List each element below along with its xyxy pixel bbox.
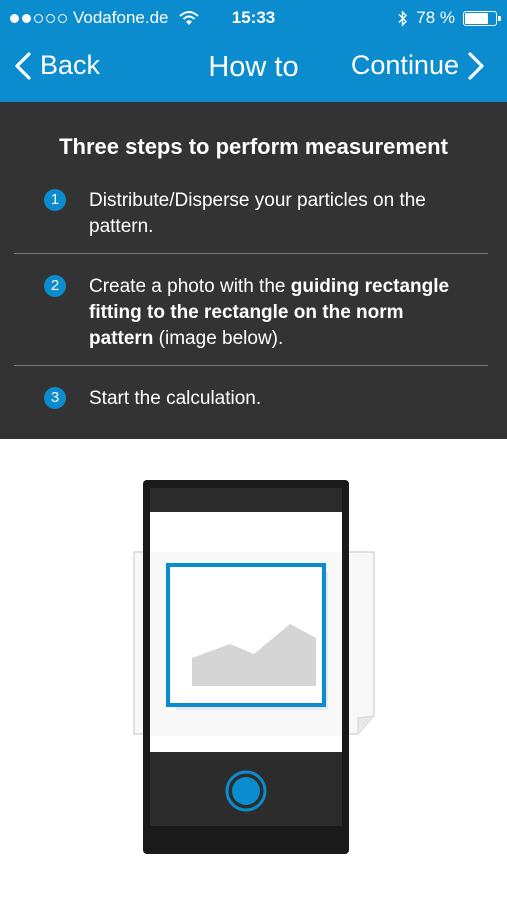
top-bar: [0, 0, 507, 102]
step-item: [44, 386, 469, 412]
battery-percentage: 78 %: [416, 8, 455, 27]
step-text-part: (image below).: [153, 328, 284, 349]
step-text: [89, 274, 469, 352]
carrier-name: Vodafone.de: [73, 8, 169, 27]
continue-button[interactable]: [351, 50, 485, 81]
step-text-emphasis: guiding rectangle fitting to the rectangle on the norm pattern: [89, 276, 450, 349]
back-label: Back: [40, 50, 101, 80]
instructions-panel: [0, 102, 507, 439]
step-item: [44, 274, 469, 352]
page-title: How to: [208, 51, 299, 83]
phone-top-bar: [150, 488, 342, 512]
instructions-heading: Three steps to perform measurement: [59, 134, 448, 159]
step-number-badge: 2: [44, 275, 66, 297]
battery-fill: [465, 13, 488, 24]
step-number-badge: 3: [44, 387, 66, 409]
battery-icon: [463, 11, 497, 26]
phone-capture-illustration: [130, 478, 380, 860]
continue-label: Continue: [350, 50, 459, 80]
step-item: [44, 188, 469, 240]
camera-shutter-icon: [227, 772, 265, 810]
status-bar: [0, 0, 507, 36]
divider: [14, 253, 488, 254]
step-number-badge: 1: [44, 189, 66, 211]
step-text: Start the calculation.: [89, 388, 262, 409]
bluetooth-icon: [398, 10, 408, 27]
chevron-right-icon: [467, 51, 485, 81]
status-time: 15:33: [231, 8, 276, 27]
step-text: Distribute/Disperse your particles on the pattern.: [89, 190, 426, 237]
navigation-bar: [0, 36, 507, 102]
step-text-part: Create a photo with the: [89, 276, 291, 297]
status-right: [398, 8, 497, 28]
divider: [14, 365, 488, 366]
